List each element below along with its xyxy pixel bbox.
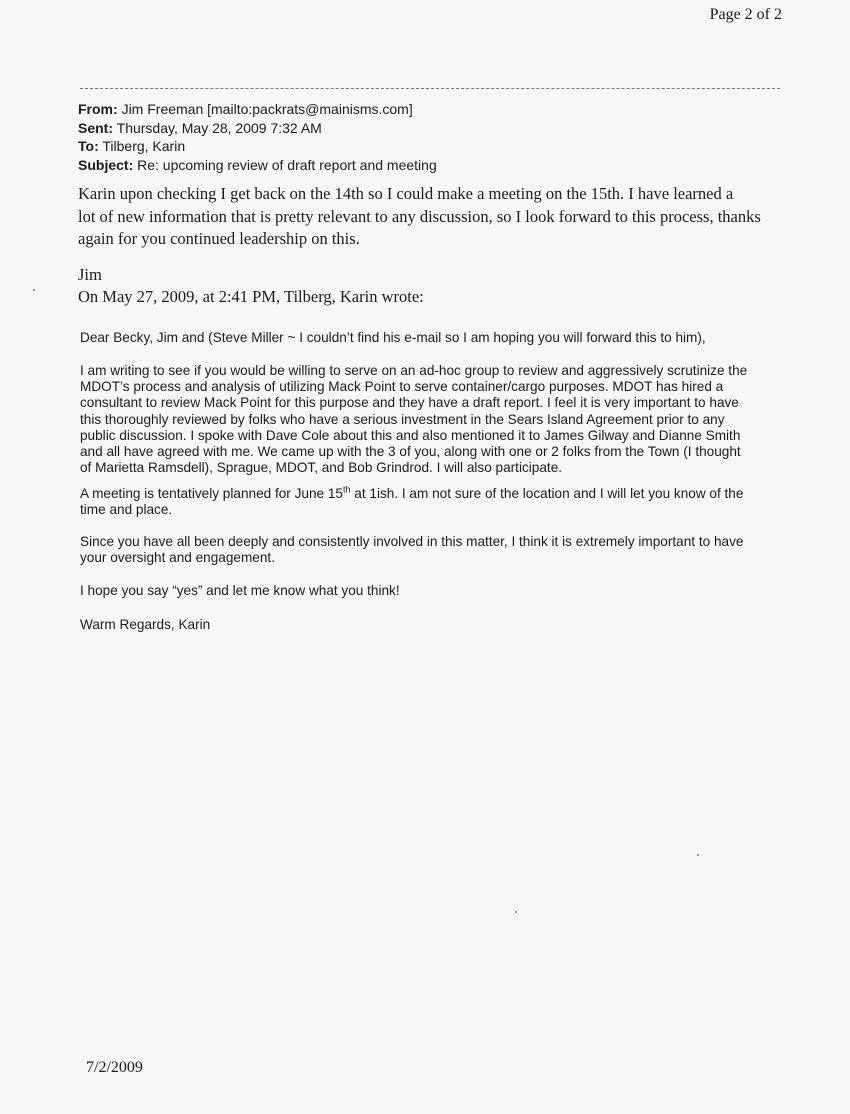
quoted-line: public discussion. I spoke with Dave Cole about this and also mentioned it to James Gilway and Dianne Smith — [80, 427, 741, 443]
quoted-line: MDOT’s process and analysis of utilizing Mack Point to serve container/cargo purposes. MDOT has hired a — [80, 379, 724, 395]
reply-line: lot of new information that is pretty relevant to any discussion, so I look forward to this process, thanks — [78, 206, 761, 226]
quoted-line: your oversight and engagement. — [80, 550, 275, 566]
to-line — [78, 137, 437, 156]
to-value: Tilberg, Karin — [102, 138, 186, 154]
reply-body — [78, 183, 778, 251]
quote-intro: On May 27, 2009, at 2:41 PM, Tilberg, Karin wrote: — [78, 287, 424, 306]
from-label: From: — [78, 101, 118, 117]
meeting-text-post: at 1ish. I am not sure of the location and I will let you know of the — [350, 486, 744, 501]
quoted-line: and all have agreed with me. We came up with the 3 of you, along with one or 2 folks from the Town (I thought — [80, 444, 741, 460]
sent-label: Sent: — [78, 119, 113, 136]
scan-speck — [697, 854, 699, 856]
quoted-line: time and place. — [80, 502, 173, 518]
scan-speck — [515, 911, 517, 913]
meeting-text-pre: A meeting is tentatively planned for June 15 — [80, 486, 343, 501]
quoted-paragraph-3 — [80, 534, 772, 566]
quoted-line: of Marietta Ramsdell), Sprague, MDOT, and Bob Grindrod. I will also participate. — [80, 460, 563, 476]
quoted-paragraph-1 — [80, 363, 772, 476]
quoted-paragraph-2 — [80, 486, 772, 518]
reply-signature: Jim — [78, 265, 102, 284]
sent-value: Thursday, May 28, 2009 7:32 AM — [116, 119, 322, 136]
header-divider — [80, 88, 780, 89]
ordinal-suffix: th — [342, 484, 351, 495]
quoted-line: I am writing to see if you would be willing to serve on an ad-hoc group to review and aggressively scrutinize the — [80, 363, 748, 378]
subject-label: Subject: — [78, 156, 134, 173]
reply-line: again for you continued leadership on this. — [78, 229, 360, 248]
quoted-salutation: Dear Becky, Jim and (Steve Miller ~ I couldn’t find his e-mail so I am hoping you will forward this to him), — [80, 330, 706, 345]
from-value: Jim Freeman [mailto:packrats@mainisms.com] — [121, 101, 413, 117]
reply-line: Karin upon checking I get back on the 14th so I could make a meeting on the 15th. I have learned a — [78, 184, 734, 203]
quoted-line — [80, 486, 772, 502]
quoted-line: consultant to review Mack Point for this purpose and they have a draft report. I feel it is very important to have — [80, 395, 739, 411]
email-header — [78, 100, 437, 174]
quoted-closing: Warm Regards, Karin — [80, 617, 211, 632]
footer-date: 7/2/2009 — [86, 1059, 143, 1076]
page-number: Page 2 of 2 — [709, 6, 782, 23]
quoted-line: this thoroughly reviewed by folks who have a serious investment in the Sears Island Agreement prior to any — [80, 411, 725, 427]
to-label: To: — [78, 138, 99, 154]
from-line — [78, 100, 437, 119]
quoted-paragraph-4: I hope you say “yes” and let me know what you think! — [80, 583, 400, 598]
subject-line — [78, 156, 437, 175]
subject-value: Re: upcoming review of draft report and meeting — [137, 156, 437, 173]
sent-line — [78, 119, 437, 138]
scan-speck — [33, 289, 35, 291]
reply-signature-block — [78, 264, 424, 308]
quoted-line: Since you have all been deeply and consistently involved in this matter, I think it is extremely important to have — [80, 534, 744, 549]
